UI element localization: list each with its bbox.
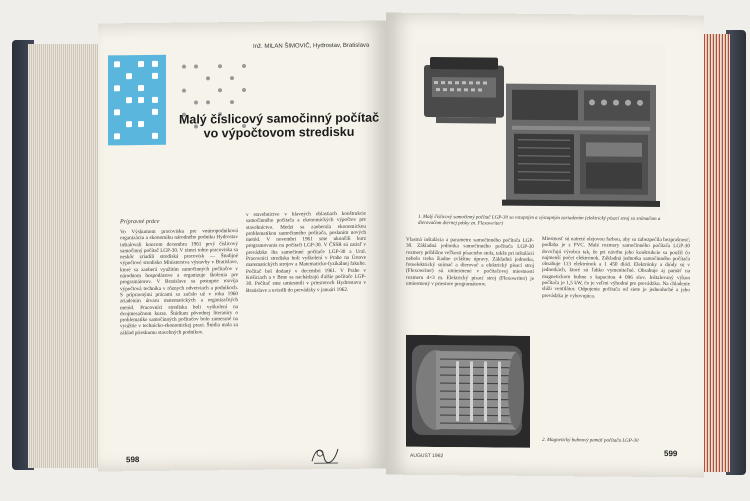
right-column-1: Vlastná inštalácia a parametre samočinného počítača LGP-30. Základná jednotka samočinného počítača LGP-30 rozmery približne veľkosti písacieho stola, takže pri inštalácii nebolo treba žiadne zvláštne úpravy. Základná jednotka, fotoelektrický snímač a dierovač a elektrický písací stroj (Flexowriter) sú umiestnené v počítačovej miestnosti rozmeru 4×3 m. Elektrický písací stroj (Flexowriter) je umiestnený v priestore programátorov.	[406, 236, 534, 288]
left-column-1: Vo Výskumom pracovisku pre vnútropodnikovú organizáciu a ekonomiku národného podniku Hydrostav inštalovali koncom decembra 1961 prvý číslicový samočinný počítač LGP-30. V rámci tohto pracoviska sa neskôr zriadili strediská pracovísk — Študijné výpočtové stredisko Ministerstva výstavby v Bratislave, ktoré sa zaoberá využitím samočinných počítačov v národnom hospodárstve a organizuje školenia pre programátorov. V Bratislave sa postupne rozvíja výpočtová technika v rôznych odvetviach a podnikoch. S prípravnými prácami sa začalo už v roku 1960 zriadením útvaru matematických a organizačných metód. Pracovníci strediska boli vyškolení na dvojmesačnom kurze. Štúdium pôvodnej literatúry o problematike samočinných počítačov bolo zamerané na využitie v technicko-ekonomickej praxi. Štúdia mala za základ prieskumu stavebných podnikov.	[120, 228, 238, 337]
punch-card-logo	[108, 55, 166, 146]
left-column-2: v stavebníctve v hlavných oblastiach konštrukcie samočinného počítača a ekonomických výpočtov pre stavebníctvo. Medzi sa zaoberala ekonomickou problematikou samočinného počítača, poslaním nových metód. V novembri 1961 sme ukončili kurz programovania na počítači LGP-30. V ČSSR sú zatiaľ v prevádzke iba samočinné počítače LGP-30 a Ural. Pracovníci strediska boli vyškolení v Prahe na Ústave matematických strojov a Matematicko-fyzikálnej fakulte. Počítač bol dodaný v decembri 1961. V Prahe v Košiciach a v Brne sa nachádzajú ďalšie počítače LGP-30. Počítač sme umiestnili v priestoroch Hydrostavu v Bratislave a uviedli do prevádzky v januári 1962.	[246, 210, 366, 294]
photo-caption-top: 1. Malý číslicový samočinný počítač LGP-30 so vstupným a výstupným zariadením (elektrický písací stroj so snímačom a dierovačom diernej pásky zn. Flexowriter)	[418, 214, 661, 227]
left-page	[98, 20, 386, 471]
page-edges-left	[28, 44, 108, 468]
open-book	[12, 10, 746, 490]
author-line: Inž. MILAN ŠIMOVIČ, Hydrostav, Bratislava	[253, 42, 370, 50]
right-column-2: Miestnosť sú natreté olejovou farbou, aby sa zabezpečila bezprašnosť; podlaha je z PVC. Malé rozmery samočinného počítača LGP-30 dovoľujú výrobca tak, že pri návrhu jeho konštrukcie sa použil čo najmenší počet elektrónok. Základná jednotka samočinného počítača obsahuje 113 elektrónok a 1 450 diód. Elektrónky a diódy sú v jednotkách, ktoré sú ľahko vymeniteľné. Obsahuje aj pamäť na magnetickom bubne s kapacitou 4 096 slov. Inštalovaný výkon počítača je 1,5 kW, čo je veľmi výhodné pre prevádzku. Na chladenie slúži ventilátor. Odpojenie počítača od siete je jednoduché a jeho prevádzka je vyhovujúca.	[542, 235, 690, 300]
issue-footer: AUGUST 1962	[410, 452, 444, 460]
section-subhead: Prípravné práce	[120, 218, 160, 226]
right-page	[386, 13, 704, 478]
computer-photo	[416, 43, 666, 213]
page-number-right: 599	[664, 449, 678, 459]
drum-memory-photo	[406, 335, 530, 448]
page-number-left: 598	[126, 455, 140, 465]
photo-caption-bottom: 2. Magnetický bubnový pamäť počítača LGP-30	[542, 437, 639, 444]
article-title: Malý číslicový samočinný počítač vo výpočtovom stredisku	[178, 110, 380, 141]
sketch-illustration	[308, 441, 344, 467]
